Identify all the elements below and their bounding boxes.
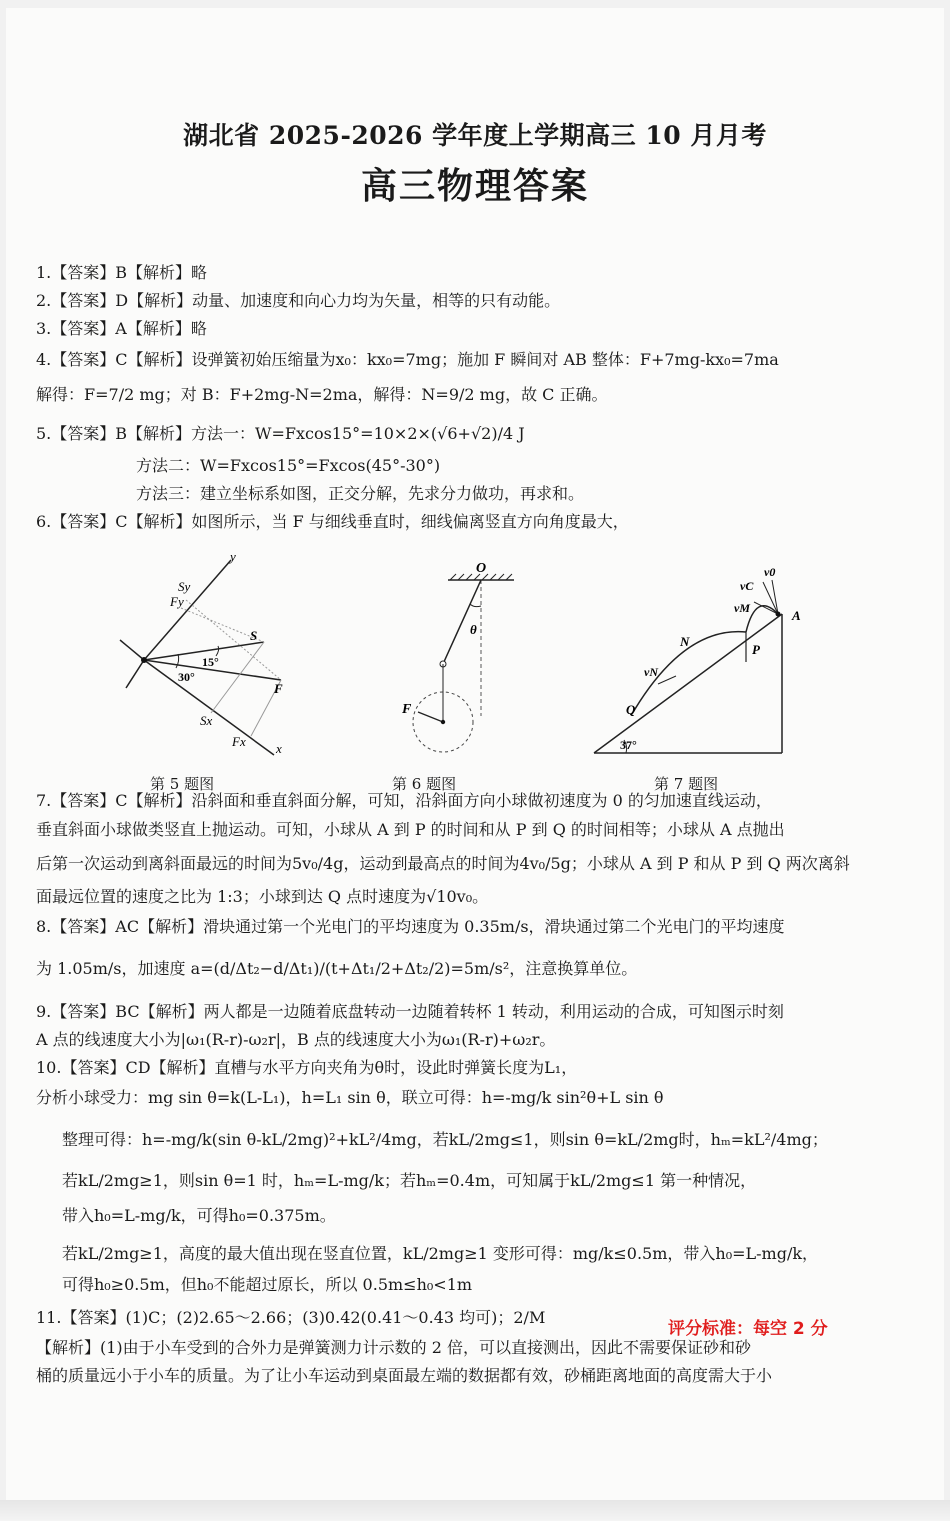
fig5-label-y: y bbox=[230, 549, 236, 564]
figure-7-projectile-incline bbox=[588, 556, 828, 766]
answer-q10-line6: 若kL/2mg≥1，高度的最大值出现在竖直位置，kL/2mg≥1 变形可得：mg/k≤0.5m，带入h₀=L-mg/k， bbox=[62, 1244, 819, 1263]
answer-q10-line5: 带入h₀=L-mg/k，可得h₀=0.375m。 bbox=[62, 1206, 336, 1225]
fig7-label-vm: vM bbox=[734, 601, 750, 615]
answer-q8-line2: 为 1.05m/s，加速度 a=(d/Δt₂−d/Δt₁)/(t+Δt₁/2+Δt₂/2)=5m/s²，注意换算单位。 bbox=[36, 959, 638, 978]
page-title: 高三物理答案 bbox=[360, 165, 589, 207]
answer-q11-line3: 桶的质量远小于小车的质量。为了让小车运动到桌面最左端的数据都有效，砂桶距离地面的高度需大于小 bbox=[36, 1366, 773, 1385]
answer-q8-line1: 8.【答案】AC【解析】滑块通过第一个光电门的平均速度为 0.35m/s，滑块通过第二个光电门的平均速度 bbox=[36, 917, 785, 936]
scoring-note: 评分标准：每空 2 分 bbox=[668, 1319, 828, 1339]
fig5-label-sx: Sx bbox=[200, 713, 213, 728]
answer-q4-line1: 4.【答案】C【解析】设弹簧初始压缩量为x₀：kx₀=7mg；施加 F 瞬间对 AB 整体：F+7mg-kx₀=7ma bbox=[36, 350, 779, 369]
figure-7-caption: 第 7 题图 bbox=[654, 775, 719, 793]
figure-6-pendulum bbox=[386, 556, 526, 766]
answer-sheet-page bbox=[6, 8, 944, 1508]
fig7-label-a: A bbox=[792, 608, 801, 623]
fig7-label-v0: v0 bbox=[764, 565, 776, 579]
page-bottom-edge bbox=[0, 1500, 950, 1521]
fig7-label-q: Q bbox=[626, 702, 636, 717]
answer-q11-line1: 11.【答案】(1)C；(2)2.65～2.66；(3)0.42(0.41～0.43 均可)；2/M bbox=[36, 1308, 546, 1327]
fig6-label-theta: θ bbox=[470, 622, 477, 637]
answer-q10-line2: 分析小球受力：mg sin θ=k(L-L₁)，h=L₁ sin θ，联立可得：h=-mg/k sin²θ+L sin θ bbox=[36, 1088, 664, 1107]
figure-5-caption: 第 5 题图 bbox=[150, 775, 215, 793]
answer-q7-line2: 垂直斜面小球做类竖直上抛运动。可知，小球从 A 到 P 的时间和从 P 到 Q 的时间相等；小球从 A 点抛出 bbox=[36, 820, 785, 839]
fig6-label-f: F bbox=[402, 702, 412, 717]
answer-q6: 6.【答案】C【解析】如图所示，当 F 与细线垂直时，细线偏离竖直方向角度最大， bbox=[36, 512, 629, 531]
answer-q10-line4: 若kL/2mg≥1，则sin θ=1 时，hₘ=L-mg/k；若hₘ=0.4m，可知属于kL/2mg≤1 第一种情况， bbox=[62, 1171, 757, 1190]
answer-q10-line1: 10.【答案】CD【解析】直槽与水平方向夹角为θ时，设此时弹簧长度为L₁， bbox=[36, 1058, 578, 1077]
answer-q7-line3: 后第一次运动到离斜面最远的时间为5v₀/4g，运动到最高点的时间为4v₀/5g；小球从 A 到 P 和从 P 到 Q 两次离斜 bbox=[36, 854, 850, 873]
answer-q3: 3.【答案】A【解析】略 bbox=[36, 319, 207, 338]
answer-q5-line3: 方法三：建立坐标系如图，正交分解，先求分力做功，再求和。 bbox=[136, 484, 585, 503]
fig5-label-sy: Sy bbox=[178, 579, 191, 594]
fig5-label-30deg: 30° bbox=[178, 670, 195, 684]
answer-q5-line1: 5.【答案】B【解析】方法一：W=Fxcos15°=10×2×(√6+√2)/4 J bbox=[36, 424, 525, 443]
fig7-label-vc: vC bbox=[740, 579, 754, 593]
answer-q2: 2.【答案】D【解析】动量、加速度和向心力均为矢量，相等的只有动能。 bbox=[36, 291, 561, 310]
fig7-label-37deg: 37° bbox=[620, 738, 637, 752]
fig6-label-o: O bbox=[476, 561, 487, 576]
answer-q4-line2: 解得：F=7/2 mg；对 B：F+2mg-N=2ma，解得：N=9/2 mg，故 C 正确。 bbox=[36, 385, 608, 404]
fig7-label-p: P bbox=[752, 642, 760, 657]
answer-q10-line7: 可得h₀≥0.5m，但h₀不能超过原长，所以 0.5m≤h₀<1m bbox=[62, 1275, 473, 1294]
fig5-label-s: S bbox=[250, 628, 258, 643]
answer-q5-line2: 方法二：W=Fxcos15°=Fxcos(45°-30°) bbox=[136, 456, 441, 475]
fig5-label-fx: Fx bbox=[232, 734, 246, 749]
answer-q10-line3: 整理可得：h=-mg/k(sin θ-kL/2mg)²+kL²/4mg，若kL/2mg≤1，则sin θ=kL/2mg时，hₘ=kL²/4mg； bbox=[62, 1130, 828, 1149]
fig7-label-vn: vN bbox=[644, 665, 658, 679]
fig7-label-n: N bbox=[680, 634, 690, 649]
figure-6-caption: 第 6 题图 bbox=[392, 775, 457, 793]
exam-title: 湖北省 2025-2026 学年度上学期高三 10 月月考 bbox=[183, 121, 767, 150]
answer-q1: 1.【答案】B【解析】略 bbox=[36, 263, 208, 282]
fig5-label-fy: Fy bbox=[170, 594, 184, 609]
answer-q11-line2: 【解析】(1)由于小车受到的合外力是弹簧测力计示数的 2 倍，可以直接测出，因此不需要保证砂和砂 bbox=[36, 1338, 752, 1357]
fig5-label-f: F bbox=[274, 681, 283, 696]
answer-q7-line4: 面最远位置的速度之比为 1:3；小球到达 Q 点时速度为√10v₀。 bbox=[36, 887, 489, 906]
figure-5-force-diagram bbox=[106, 548, 306, 763]
answer-q7-line1: 7.【答案】C【解析】沿斜面和垂直斜面分解，可知，沿斜面方向小球做初速度为 0 的匀加速直线运动， bbox=[36, 791, 772, 810]
answer-q9-line1: 9.【答案】BC【解析】两人都是一边随着底盘转动一边随着转杯 1 转动，利用运动的合成，可知图示时刻 bbox=[36, 1002, 784, 1021]
fig5-label-15deg: 15° bbox=[202, 655, 219, 669]
fig5-label-x: x bbox=[276, 741, 282, 756]
answer-q9-line2: A 点的线速度大小为|ω₁(R-r)-ω₂r|，B 点的线速度大小为ω₁(R-r)+ω₂r。 bbox=[36, 1030, 556, 1049]
